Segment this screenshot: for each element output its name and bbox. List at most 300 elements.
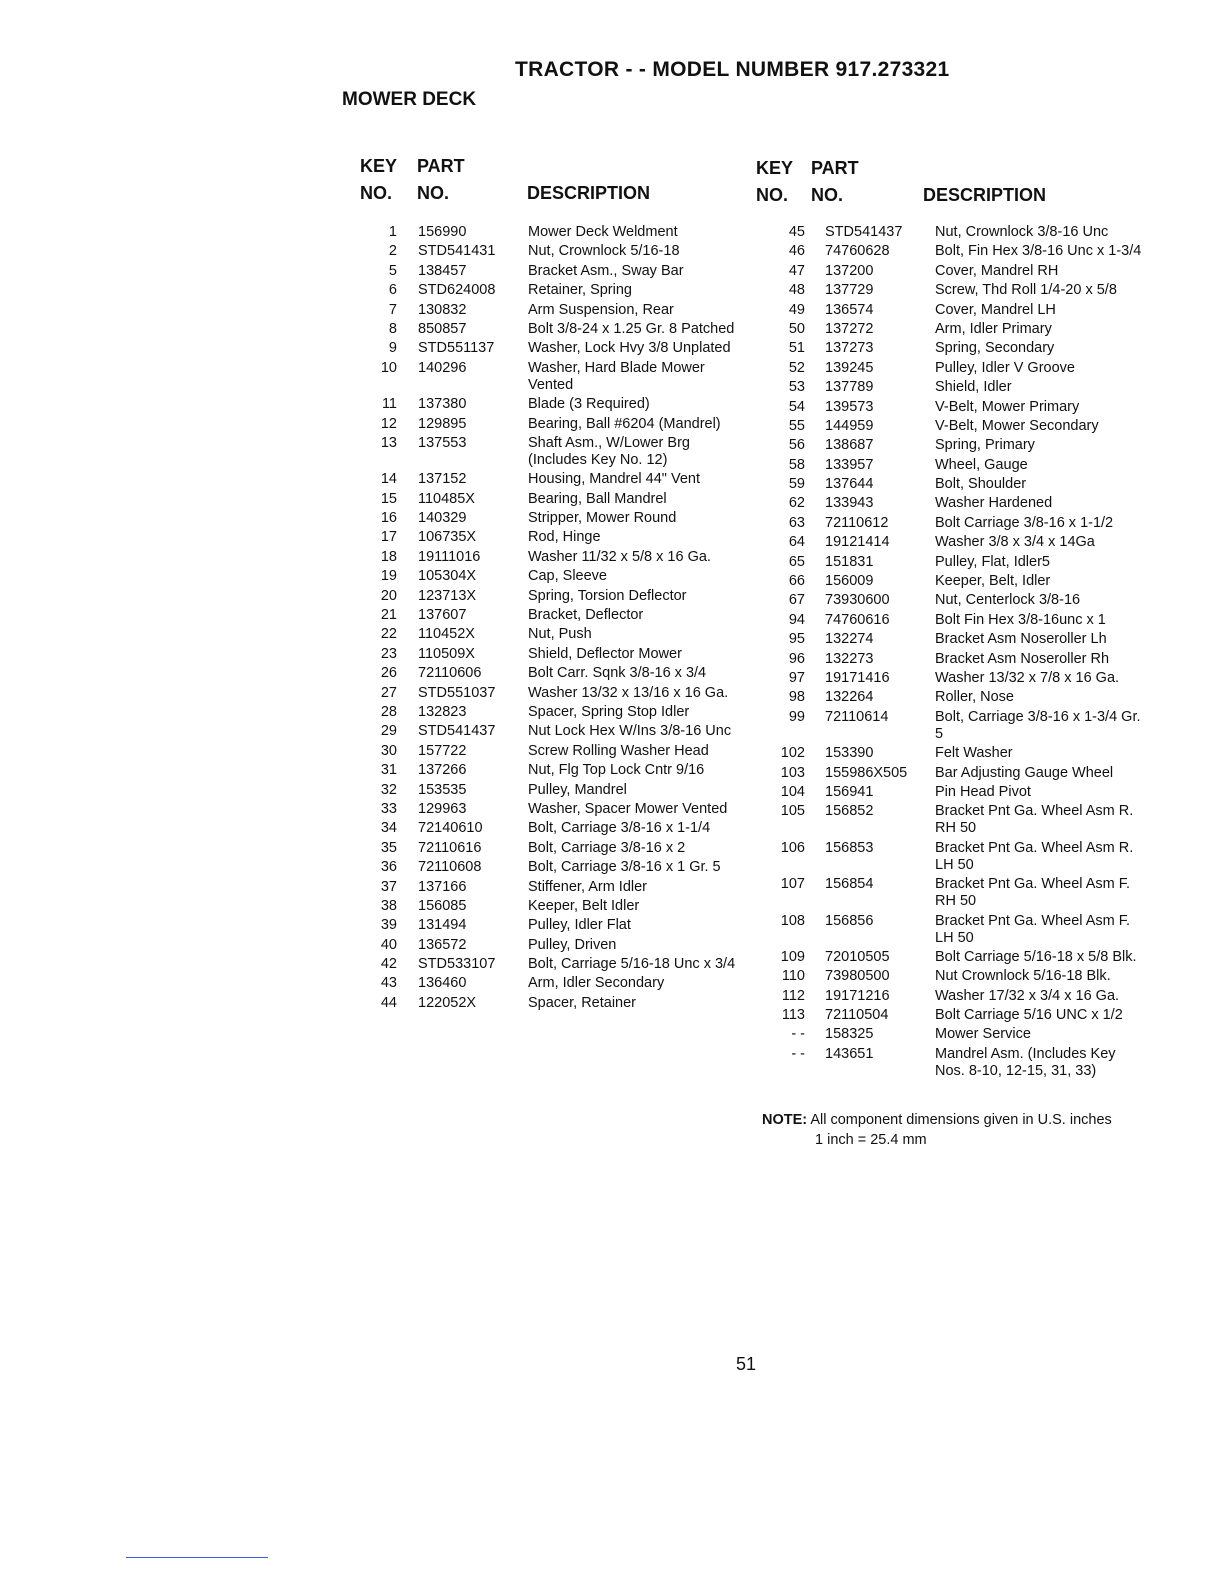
- part-number: 106735X: [418, 529, 477, 546]
- table-row: [352, 360, 752, 394]
- part-description: Bracket Asm., Sway Bar: [528, 262, 684, 279]
- part-description: Cover, Mandrel LH: [935, 301, 1056, 318]
- table-row: [352, 302, 752, 319]
- part-number: 138457: [418, 262, 467, 279]
- part-number: STD541437: [825, 224, 903, 240]
- key-number: 40: [380, 936, 397, 953]
- table-row: [352, 588, 752, 605]
- key-number: 35: [380, 839, 397, 856]
- table-row: [352, 568, 752, 585]
- key-number: 53: [788, 379, 805, 396]
- part-description: Bracket Pnt Ga. Wheel Asm F. RH 50: [935, 876, 1131, 910]
- table-row: [748, 803, 1158, 837]
- key-number: 1: [388, 224, 397, 240]
- key-number: 110: [781, 968, 805, 985]
- right-rows: [748, 224, 1158, 1080]
- part-number: 72110612: [825, 514, 889, 531]
- table-row: [352, 975, 752, 992]
- key-header-no: NO.: [756, 185, 789, 205]
- part-number: 122052X: [418, 994, 477, 1011]
- part-description: Screw, Thd Roll 1/4-20 x 5/8: [935, 282, 1117, 299]
- part-number: 157722: [418, 742, 467, 759]
- part-number: 850857: [418, 320, 467, 337]
- part-description: Nut, Crownlock 5/16-18: [528, 243, 680, 260]
- table-row: [352, 840, 752, 857]
- parts-table-left: [352, 156, 752, 1014]
- part-description: Bolt, Carriage 5/16-18 Unc x 3/4: [528, 956, 736, 973]
- key-number: 22: [380, 626, 397, 643]
- table-row: [352, 646, 752, 663]
- part-description: Shield, Idler: [935, 379, 1012, 396]
- table-row: [352, 995, 752, 1012]
- key-number: 23: [380, 645, 397, 662]
- part-number: 19171416: [825, 669, 890, 686]
- part-description: Bracket Pnt Ga. Wheel Asm R. LH 50: [935, 839, 1134, 873]
- table-row: [748, 670, 1158, 687]
- part-number: 137266: [418, 762, 467, 779]
- part-description: Washer 17/32 x 3/4 x 16 Ga.: [935, 987, 1120, 1004]
- part-number: 137200: [825, 262, 874, 279]
- key-header: KEY: [360, 156, 398, 176]
- key-number: 18: [380, 548, 397, 565]
- key-number: 29: [380, 723, 397, 740]
- key-number: 96: [788, 650, 805, 667]
- table-row: [748, 651, 1158, 668]
- part-description: Roller, Nose: [935, 689, 1014, 706]
- part-description: Bracket Pnt Ga. Wheel Asm F. LH 50: [935, 912, 1131, 946]
- part-description: Mower Service: [935, 1026, 1031, 1043]
- table-row: [748, 1026, 1158, 1043]
- key-number: 52: [788, 359, 805, 376]
- table-row: [748, 515, 1158, 532]
- part-description: Washer 13/32 x 7/8 x 16 Ga.: [935, 669, 1120, 686]
- table-row: [748, 243, 1158, 260]
- key-number: 65: [788, 553, 805, 570]
- key-number: 45: [788, 224, 805, 240]
- key-number: 10: [380, 359, 397, 376]
- key-number: 97: [788, 669, 805, 686]
- description-header: DESCRIPTION: [923, 185, 1047, 205]
- part-description: Stiffener, Arm Idler: [528, 878, 648, 895]
- part-number: 74760616: [825, 611, 890, 628]
- table-row: [352, 416, 752, 433]
- part-description: Nut Lock Hex W/Ins 3/8-16 Unc: [528, 723, 732, 740]
- table-row: [748, 554, 1158, 571]
- part-description: Mandrel Asm. (Includes Key Nos. 8-10, 12-15, 31, 33): [935, 1045, 1116, 1079]
- key-number: 30: [380, 742, 397, 759]
- table-row: [352, 321, 752, 338]
- part-description: Bar Adjusting Gauge Wheel: [935, 764, 1114, 781]
- table-row: [748, 709, 1158, 743]
- part-description: Nut, Push: [528, 626, 592, 643]
- part-description: Blade (3 Required): [528, 396, 650, 413]
- part-description: Washer 11/32 x 5/8 x 16 Ga.: [528, 548, 711, 565]
- part-description: Shield, Deflector Mower: [528, 645, 682, 662]
- part-description: Rod, Hinge: [528, 529, 601, 546]
- key-number: 104: [780, 783, 805, 800]
- part-description: Retainer, Spring: [528, 282, 632, 299]
- table-row: [352, 626, 752, 643]
- part-description: Bolt, Fin Hex 3/8-16 Unc x 1-3/4: [935, 243, 1142, 260]
- part-description: Washer 3/8 x 3/4 x 14Ga: [935, 534, 1095, 551]
- key-number: 42: [380, 956, 397, 973]
- part-description: Washer, Spacer Mower Vented: [528, 800, 728, 817]
- table-row: [352, 685, 752, 702]
- part-description: Felt Washer: [935, 745, 1013, 762]
- part-number: 74760628: [825, 243, 890, 260]
- part-number: 140296: [418, 359, 467, 376]
- key-number: 112: [781, 987, 805, 1004]
- table-row: [352, 937, 752, 954]
- part-description: Arm Suspension, Rear: [528, 301, 674, 318]
- part-number: STD533107: [418, 956, 496, 973]
- part-description: Pulley, Flat, Idler5: [935, 553, 1050, 570]
- part-description: Bolt Carriage 5/16 UNC x 1/2: [935, 1007, 1123, 1024]
- table-row: [748, 745, 1158, 762]
- part-description: V-Belt, Mower Primary: [935, 398, 1080, 415]
- key-number: 31: [380, 762, 397, 779]
- table-row: [352, 917, 752, 934]
- table-row: [352, 471, 752, 488]
- key-number: 32: [380, 781, 397, 798]
- part-header: PART: [811, 158, 859, 178]
- part-number: 110509X: [418, 645, 475, 662]
- part-header: PART: [417, 156, 465, 176]
- part-description: Bolt, Carriage 3/8-16 x 1-1/4: [528, 820, 711, 837]
- part-number: 133957: [825, 456, 874, 473]
- table-header: [352, 156, 752, 224]
- key-number: 5: [388, 262, 397, 279]
- part-description: Stripper, Mower Round: [528, 510, 677, 527]
- table-row: [748, 534, 1158, 551]
- part-description: Pin Head Pivot: [935, 783, 1031, 800]
- part-description: Bolt, Carriage 3/8-16 x 2: [528, 839, 686, 856]
- key-number: 15: [380, 490, 397, 507]
- key-number: 16: [380, 510, 397, 527]
- key-number: 44: [380, 994, 397, 1011]
- table-row: [748, 302, 1158, 319]
- key-number: 66: [788, 573, 805, 590]
- unit-conversion: 1 inch = 25.4 mm: [815, 1132, 927, 1148]
- key-number: 58: [788, 456, 805, 473]
- part-description: Spring, Secondary: [935, 340, 1055, 357]
- table-row: [748, 340, 1158, 357]
- table-row: [748, 399, 1158, 416]
- part-description: Bolt Carr. Sqnk 3/8-16 x 3/4: [528, 665, 707, 682]
- part-number: 156085: [418, 897, 467, 914]
- description-header: DESCRIPTION: [527, 183, 651, 203]
- table-row: [352, 491, 752, 508]
- key-number: 59: [788, 476, 805, 493]
- table-row: [748, 949, 1158, 966]
- part-number: 110485X: [418, 490, 475, 507]
- part-description: Washer, Hard Blade Mower Vented: [528, 359, 705, 393]
- key-number: 14: [380, 471, 397, 488]
- part-number: 151831: [825, 553, 874, 570]
- part-number: STD541437: [418, 723, 496, 740]
- key-number: 20: [380, 587, 397, 604]
- part-number: 137152: [418, 471, 467, 488]
- table-row: [748, 784, 1158, 801]
- part-number: 137166: [418, 878, 467, 895]
- part-description: V-Belt, Mower Secondary: [935, 417, 1099, 434]
- key-number: 33: [380, 800, 397, 817]
- part-number: 138687: [825, 437, 874, 454]
- part-description: Spring, Primary: [935, 437, 1035, 454]
- key-number: 2: [388, 243, 397, 260]
- table-row: [352, 956, 752, 973]
- key-number: 51: [788, 340, 805, 357]
- key-number: 67: [788, 592, 805, 609]
- part-number: 19111016: [418, 548, 481, 565]
- part-number: 132274: [825, 631, 874, 648]
- page-number: 51: [736, 1354, 757, 1374]
- table-row: [352, 782, 752, 799]
- note-text: All component dimensions given in U.S. inches: [810, 1112, 1112, 1128]
- table-row: [748, 495, 1158, 512]
- table-row: [352, 704, 752, 721]
- part-number: 72110504: [825, 1007, 889, 1024]
- part-number: STD624008: [418, 282, 496, 299]
- part-number: 153390: [825, 745, 874, 762]
- key-number: 50: [788, 320, 805, 337]
- table-row: [748, 612, 1158, 629]
- part-header-no: NO.: [417, 183, 450, 203]
- part-description: Pulley, Idler Flat: [528, 917, 631, 934]
- part-number: STD551137: [418, 340, 495, 357]
- section-title: MOWER DECK: [342, 89, 477, 110]
- note: [762, 1112, 1112, 1128]
- table-header: [748, 156, 1158, 224]
- table-row: [748, 263, 1158, 280]
- key-number: 17: [380, 529, 397, 546]
- part-description: Keeper, Belt Idler: [528, 897, 640, 914]
- table-row: [352, 820, 752, 837]
- part-number: 19171216: [825, 987, 890, 1004]
- table-row: [748, 418, 1158, 435]
- table-row: [748, 360, 1158, 377]
- key-number: 49: [788, 301, 805, 318]
- table-row: [748, 988, 1158, 1005]
- part-description: Bracket Asm Noseroller Lh: [935, 631, 1107, 648]
- part-description: Pulley, Mandrel: [528, 781, 627, 798]
- key-number: 8: [388, 320, 397, 337]
- table-row: [748, 631, 1158, 648]
- part-number: 156990: [418, 224, 467, 240]
- table-row: [748, 457, 1158, 474]
- key-number: 99: [788, 708, 805, 725]
- part-number: 137607: [418, 607, 467, 624]
- part-description: Housing, Mandrel 44" Vent: [528, 471, 701, 488]
- part-number: 129895: [418, 415, 467, 432]
- part-number: 132273: [825, 650, 874, 667]
- table-row: [748, 689, 1158, 706]
- key-number: 28: [380, 703, 397, 720]
- table-row: [748, 913, 1158, 947]
- key-number: 39: [380, 917, 397, 934]
- key-number: 12: [380, 415, 397, 432]
- part-description: Spacer, Retainer: [528, 994, 637, 1011]
- part-description: Bolt, Carriage 3/8-16 x 1-3/4 Gr. 5: [935, 708, 1141, 742]
- key-number: 19: [380, 568, 397, 585]
- part-description: Nut, Centerlock 3/8-16: [935, 592, 1081, 609]
- note-label: NOTE:: [762, 1112, 808, 1128]
- key-number: 37: [380, 878, 397, 895]
- parts-table-right: [748, 156, 1158, 1082]
- table-row: [352, 224, 752, 241]
- part-number: STD551037: [418, 684, 496, 701]
- part-number: 133943: [825, 495, 874, 512]
- part-description: Cover, Mandrel RH: [935, 262, 1059, 279]
- key-number: 62: [788, 495, 805, 512]
- part-number: 72010505: [825, 948, 890, 965]
- key-number: - -: [791, 1026, 805, 1043]
- part-description: Mower Deck Weldment: [528, 224, 678, 240]
- part-number: 72140610: [418, 820, 483, 837]
- part-description: Bearing, Ball #6204 (Mandrel): [528, 415, 721, 432]
- part-number: 105304X: [418, 568, 477, 585]
- part-number: 73930600: [825, 592, 890, 609]
- part-number: 72110606: [418, 665, 482, 682]
- table-row: [748, 765, 1158, 782]
- key-number: 102: [780, 745, 805, 762]
- part-number: 130832: [418, 301, 467, 318]
- table-row: [352, 743, 752, 760]
- key-number: 107: [780, 876, 805, 893]
- part-description: Nut Crownlock 5/16-18 Blk.: [935, 968, 1111, 985]
- key-number: 113: [781, 1007, 805, 1024]
- key-number: 47: [788, 262, 805, 279]
- table-row: [748, 282, 1158, 299]
- part-number: 19121414: [825, 534, 890, 551]
- table-row: [352, 723, 752, 740]
- table-row: [352, 243, 752, 260]
- key-number: 36: [380, 859, 397, 876]
- part-description: Bolt Carriage 5/16-18 x 5/8 Blk.: [935, 948, 1137, 965]
- part-number: 137729: [825, 282, 874, 299]
- table-row: [748, 876, 1158, 910]
- key-number: 43: [380, 975, 397, 992]
- part-description: Bolt, Shoulder: [935, 476, 1027, 493]
- table-row: [352, 263, 752, 280]
- part-number: 137272: [825, 320, 874, 337]
- table-row: [352, 801, 752, 818]
- part-number: 156852: [825, 803, 874, 820]
- part-description: Washer 13/32 x 13/16 x 16 Ga.: [528, 684, 729, 701]
- part-description: Spacer, Spring Stop Idler: [528, 703, 690, 720]
- part-description: Screw Rolling Washer Head: [528, 742, 709, 759]
- table-row: [352, 607, 752, 624]
- part-description: Bolt 3/8-24 x 1.25 Gr. 8 Patched: [528, 320, 735, 337]
- key-number: 55: [788, 417, 805, 434]
- part-number: 155986X505: [825, 764, 908, 781]
- table-row: [352, 435, 752, 469]
- part-description: Bolt Carriage 3/8-16 x 1-1/2: [935, 514, 1114, 531]
- part-description: Bracket, Deflector: [528, 607, 644, 624]
- part-number: 132823: [418, 703, 467, 720]
- key-number: 56: [788, 437, 805, 454]
- table-row: [748, 1007, 1158, 1024]
- key-number: 63: [788, 514, 805, 531]
- table-row: [352, 340, 752, 357]
- part-description: Keeper, Belt, Idler: [935, 573, 1051, 590]
- part-number: 72110608: [418, 859, 482, 876]
- part-description: Bolt Fin Hex 3/8-16unc x 1: [935, 611, 1106, 628]
- part-number: 110452X: [418, 626, 475, 643]
- key-number: - -: [791, 1045, 805, 1062]
- part-number: 137273: [825, 340, 874, 357]
- table-row: [352, 529, 752, 546]
- key-header: KEY: [756, 158, 794, 178]
- part-number: 137789: [825, 379, 874, 396]
- part-description: Bearing, Ball Mandrel: [528, 490, 667, 507]
- table-row: [748, 224, 1158, 241]
- part-number: 156009: [825, 573, 874, 590]
- key-number: 64: [788, 534, 805, 551]
- part-number: 137380: [418, 396, 467, 413]
- key-number: 103: [780, 764, 805, 781]
- table-row: [352, 859, 752, 876]
- part-number: 136572: [418, 936, 467, 953]
- table-row: [352, 396, 752, 413]
- key-number: 54: [788, 398, 805, 415]
- part-description: Washer Hardened: [935, 495, 1053, 512]
- part-description: Pulley, Idler V Groove: [935, 359, 1075, 376]
- key-number: 21: [380, 607, 397, 624]
- part-description: Bracket Asm Noseroller Rh: [935, 650, 1110, 667]
- part-description: Bracket Pnt Ga. Wheel Asm R. RH 50: [935, 803, 1134, 837]
- table-row: [352, 898, 752, 915]
- key-number: 13: [380, 434, 397, 451]
- table-row: [352, 282, 752, 299]
- part-number: 140329: [418, 510, 467, 527]
- part-number: 136574: [825, 301, 874, 318]
- part-number: 132264: [825, 689, 874, 706]
- part-header-no: NO.: [811, 185, 844, 205]
- key-number: 9: [388, 340, 397, 357]
- key-number: 105: [780, 803, 805, 820]
- table-row: [352, 549, 752, 566]
- key-number: 48: [788, 282, 805, 299]
- table-row: [748, 840, 1158, 874]
- key-number: 26: [380, 665, 397, 682]
- table-row: [748, 321, 1158, 338]
- part-number: 156853: [825, 839, 874, 856]
- part-description: Pulley, Driven: [528, 936, 617, 953]
- key-header-no: NO.: [360, 183, 393, 203]
- key-number: 108: [780, 912, 805, 929]
- key-number: 109: [780, 948, 805, 965]
- part-number: 72110614: [825, 708, 889, 725]
- part-description: Nut, Flg Top Lock Cntr 9/16: [528, 762, 705, 779]
- key-number: 98: [788, 689, 805, 706]
- table-row: [748, 592, 1158, 609]
- key-number: 94: [788, 611, 805, 628]
- table-row: [748, 1046, 1158, 1080]
- part-description: Cap, Sleeve: [528, 568, 607, 585]
- part-description: Shaft Asm., W/Lower Brg (Includes Key No. 12): [528, 434, 690, 468]
- table-row: [352, 762, 752, 779]
- part-number: 73980500: [825, 968, 890, 985]
- part-number: 156856: [825, 912, 874, 929]
- key-number: 6: [388, 282, 397, 299]
- part-number: 131494: [418, 917, 467, 934]
- key-number: 34: [380, 820, 397, 837]
- part-number: 144959: [825, 417, 874, 434]
- page-title: TRACTOR - - MODEL NUMBER 917.273321: [515, 58, 950, 81]
- part-number: 143651: [825, 1045, 874, 1062]
- table-row: [748, 968, 1158, 985]
